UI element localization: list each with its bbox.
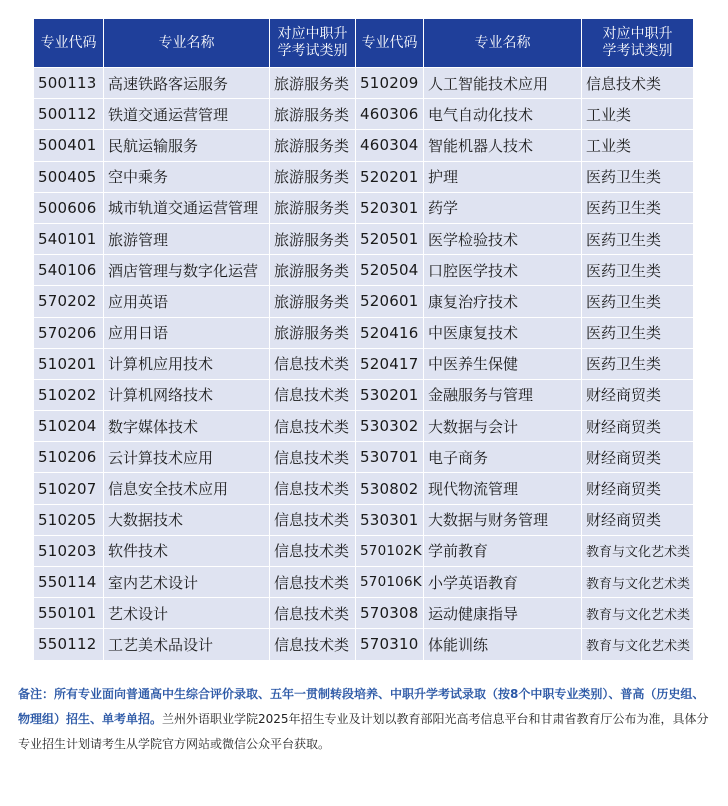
major-code: 510206 [34,442,104,473]
major-code: 510205 [34,504,104,535]
exam-category: 信息技术类 [270,379,356,410]
exam-category: 旅游服务类 [270,161,356,192]
table-row [34,286,694,317]
major-code: 520504 [356,255,424,286]
exam-category: 医药卫生类 [582,286,694,317]
table-row [34,535,694,566]
major-code: 540101 [34,223,104,254]
major-name: 软件技术 [104,535,270,566]
major-name: 高速铁路客运服务 [104,68,270,99]
note-bold: 备注：所有专业面向普通高中生综合评价录取、五年一贯制转段培养、中职升学考试录取（按8个中职专业类别）、普高（历史组、物理组）招生、单考单招。 [18,687,705,726]
major-table [33,18,694,661]
major-code: 510202 [34,379,104,410]
major-name: 医学检验技术 [424,223,582,254]
major-code: 510207 [34,473,104,504]
exam-category: 旅游服务类 [270,255,356,286]
table-row [34,348,694,379]
major-code: 510209 [356,68,424,99]
major-name: 计算机应用技术 [104,348,270,379]
header-name-left: 专业名称 [104,19,270,68]
major-name: 中医养生保健 [424,348,582,379]
exam-category: 教育与文化艺术类 [582,598,694,629]
table-body [34,68,694,661]
table-row [34,629,694,660]
exam-category: 信息技术类 [270,567,356,598]
major-name: 康复治疗技术 [424,286,582,317]
table-row [34,130,694,161]
major-code: 540106 [34,255,104,286]
exam-category: 教育与文化艺术类 [582,567,694,598]
major-name: 酒店管理与数字化运营 [104,255,270,286]
table-row [34,442,694,473]
major-name: 工艺美术品设计 [104,629,270,660]
exam-category: 旅游服务类 [270,317,356,348]
major-code: 550114 [34,567,104,598]
major-code: 550101 [34,598,104,629]
exam-category: 信息技术类 [270,598,356,629]
exam-category: 教育与文化艺术类 [582,629,694,660]
major-code: 550112 [34,629,104,660]
major-code: 500405 [34,161,104,192]
major-code: 520201 [356,161,424,192]
table-row [34,255,694,286]
table-row [34,99,694,130]
exam-category: 财经商贸类 [582,504,694,535]
major-code: 500112 [34,99,104,130]
exam-category: 财经商贸类 [582,442,694,473]
major-name: 护理 [424,161,582,192]
major-code: 500606 [34,192,104,223]
major-name: 电子商务 [424,442,582,473]
exam-category: 工业类 [582,99,694,130]
major-name: 学前教育 [424,535,582,566]
exam-category: 教育与文化艺术类 [582,535,694,566]
major-code: 500401 [34,130,104,161]
exam-category: 旅游服务类 [270,192,356,223]
major-code: 500113 [34,68,104,99]
major-name: 空中乘务 [104,161,270,192]
major-name: 室内艺术设计 [104,567,270,598]
major-name: 应用日语 [104,317,270,348]
major-code: 570106K [356,567,424,598]
table-row [34,598,694,629]
exam-category: 旅游服务类 [270,68,356,99]
major-name: 现代物流管理 [424,473,582,504]
exam-category: 工业类 [582,130,694,161]
table-row [34,161,694,192]
exam-category: 信息技术类 [270,411,356,442]
major-code: 570310 [356,629,424,660]
major-name: 旅游管理 [104,223,270,254]
major-code: 510204 [34,411,104,442]
exam-category: 医药卫生类 [582,317,694,348]
exam-category: 财经商贸类 [582,379,694,410]
major-name: 大数据与财务管理 [424,504,582,535]
table-row [34,379,694,410]
major-name: 金融服务与管理 [424,379,582,410]
major-code: 530201 [356,379,424,410]
major-name: 艺术设计 [104,598,270,629]
major-code: 570102K [356,535,424,566]
header-code-left: 专业代码 [34,19,104,68]
major-name: 信息安全技术应用 [104,473,270,504]
exam-category: 旅游服务类 [270,286,356,317]
major-name: 体能训练 [424,629,582,660]
major-code: 520416 [356,317,424,348]
major-code: 530701 [356,442,424,473]
major-code: 570308 [356,598,424,629]
major-code: 510201 [34,348,104,379]
major-code: 460306 [356,99,424,130]
header-row [34,19,694,68]
exam-category: 信息技术类 [270,535,356,566]
major-name: 城市轨道交通运营管理 [104,192,270,223]
header-code-right: 专业代码 [356,19,424,68]
exam-category: 信息技术类 [270,504,356,535]
major-code: 460304 [356,130,424,161]
table-row [34,192,694,223]
exam-category: 医药卫生类 [582,348,694,379]
header-name-right: 专业名称 [424,19,582,68]
major-name: 计算机网络技术 [104,379,270,410]
major-name: 口腔医学技术 [424,255,582,286]
major-name: 药学 [424,192,582,223]
exam-category: 财经商贸类 [582,473,694,504]
note [18,682,712,757]
table-row [34,504,694,535]
major-code: 520301 [356,192,424,223]
major-code: 570202 [34,286,104,317]
major-name: 大数据技术 [104,504,270,535]
major-code: 530302 [356,411,424,442]
exam-category: 旅游服务类 [270,130,356,161]
major-name: 数字媒体技术 [104,411,270,442]
exam-category: 信息技术类 [270,442,356,473]
major-code: 530802 [356,473,424,504]
exam-category: 医药卫生类 [582,223,694,254]
table-row [34,473,694,504]
major-code: 520601 [356,286,424,317]
major-name: 电气自动化技术 [424,99,582,130]
table-row [34,411,694,442]
major-name: 智能机器人技术 [424,130,582,161]
exam-category: 旅游服务类 [270,223,356,254]
major-name: 应用英语 [104,286,270,317]
exam-category: 财经商贸类 [582,411,694,442]
header-category-left: 对应中职升 学考试类别 [270,19,356,68]
exam-category: 医药卫生类 [582,255,694,286]
major-name: 云计算技术应用 [104,442,270,473]
table-row [34,223,694,254]
major-name: 运动健康指导 [424,598,582,629]
table-row [34,567,694,598]
exam-category: 信息技术类 [270,473,356,504]
exam-category: 信息技术类 [270,629,356,660]
major-name: 铁道交通运营管理 [104,99,270,130]
exam-category: 信息技术类 [270,348,356,379]
note-normal: 兰州外语职业学院2025年招生专业及计划以教育部阳光高考信息平台和甘肃省教育厅公布为准，具体分专业招生计划请考生从学院官方网站或微信公众平台获取。 [18,712,709,751]
major-code: 520417 [356,348,424,379]
major-code: 530301 [356,504,424,535]
table-row [34,68,694,99]
major-code: 520501 [356,223,424,254]
major-name: 中医康复技术 [424,317,582,348]
exam-category: 医药卫生类 [582,161,694,192]
header-category-right: 对应中职升 学考试类别 [582,19,694,68]
exam-category: 信息技术类 [582,68,694,99]
major-name: 人工智能技术应用 [424,68,582,99]
exam-category: 医药卫生类 [582,192,694,223]
major-code: 510203 [34,535,104,566]
exam-category: 旅游服务类 [270,99,356,130]
major-name: 民航运输服务 [104,130,270,161]
major-name: 大数据与会计 [424,411,582,442]
major-name: 小学英语教育 [424,567,582,598]
table-row [34,317,694,348]
major-code: 570206 [34,317,104,348]
